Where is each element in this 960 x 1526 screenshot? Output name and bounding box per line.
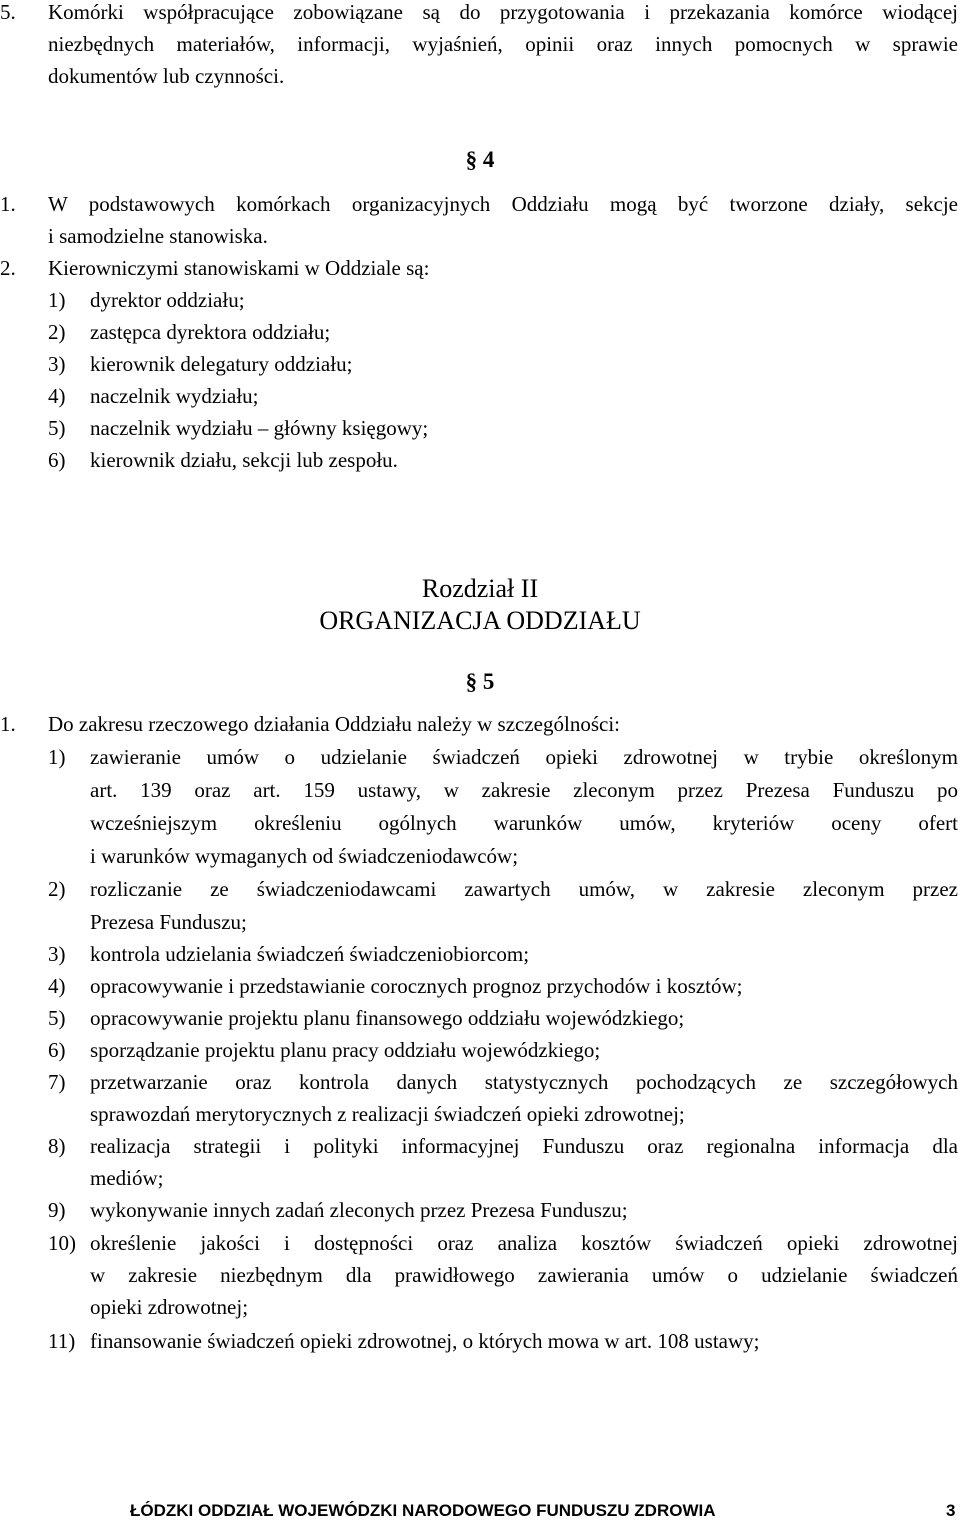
- list-item-number: 4): [48, 974, 66, 998]
- list-item-line: sprawozdań merytorycznych z realizacji świadczeń opieki zdrowotnej;: [90, 1102, 685, 1126]
- list-item-number: 10): [48, 1231, 76, 1255]
- item-number: 1.: [0, 712, 16, 736]
- list-item: naczelnik wydziału – główny księgowy;: [90, 416, 429, 440]
- paragraph-sign: § 5: [465, 669, 495, 694]
- list-item-number: 3): [48, 942, 66, 966]
- list-item-line: mediów;: [90, 1166, 164, 1190]
- list-item-number: 3): [48, 352, 66, 376]
- list-item-line: art. 139 oraz art. 159 ustawy, w zakresie zleconym przez Prezesa Funduszu po: [90, 778, 958, 802]
- list-item-number: 6): [48, 1038, 66, 1062]
- item-text-line: Kierowniczymi stanowiskami w Oddziale są:: [48, 256, 430, 280]
- list-item: zastępca dyrektora oddziału;: [90, 320, 331, 344]
- item-number: 5.: [0, 0, 16, 24]
- chapter-subtitle: ORGANIZACJA ODDZIAŁU: [319, 606, 641, 635]
- list-item-number: 5): [48, 1006, 66, 1030]
- list-item-number: 7): [48, 1070, 66, 1094]
- list-item-number: 8): [48, 1134, 66, 1158]
- list-item-line: rozliczanie ze świadczeniodawcami zawartych umów, w zakresie zleconym przez: [90, 877, 958, 901]
- list-item-line: wykonywanie innych zadań zleconych przez Prezesa Funduszu;: [90, 1198, 628, 1222]
- list-item: dyrektor oddziału;: [90, 288, 245, 312]
- list-item-number: 6): [48, 448, 66, 472]
- list-item-line: realizacja strategii i polityki informacyjnej Funduszu oraz regionalna informacja dla: [90, 1134, 958, 1158]
- list-item-number: 2): [48, 877, 66, 901]
- item-text-line: Do zakresu rzeczowego działania Oddziału należy w szczególności:: [48, 712, 620, 736]
- item-text-line: niezbędnych materiałów, informacji, wyjaśnień, opinii oraz innych pomocnych w sprawie: [48, 32, 958, 56]
- list-item-line: w zakresie niezbędnym dla prawidłowego zawierania umów o udzielanie świadczeń: [90, 1263, 958, 1287]
- list-item-number: 2): [48, 320, 66, 344]
- list-item-line: zawieranie umów o udzielanie świadczeń opieki zdrowotnej w trybie określonym: [90, 745, 958, 769]
- chapter-title: Rozdział II: [421, 574, 539, 603]
- item-text-line: dokumentów lub czynności.: [48, 64, 285, 88]
- list-item-number: 1): [48, 288, 66, 312]
- page-number: 3: [946, 1501, 956, 1520]
- item-number: 2.: [0, 256, 16, 280]
- paragraph-sign: § 4: [465, 147, 495, 172]
- footer-institution: ŁÓDZKI ODDZIAŁ WOJEWÓDZKI NARODOWEGO FUNDUSZU ZDROWIA: [130, 1501, 716, 1520]
- list-item: kierownik działu, sekcji lub zespołu.: [90, 448, 398, 472]
- list-item-line: Prezesa Funduszu;: [90, 910, 247, 934]
- list-item-line: określenie jakości i dostępności oraz analiza kosztów świadczeń opieki zdrowotnej: [90, 1231, 958, 1255]
- list-item: kierownik delegatury oddziału;: [90, 352, 353, 376]
- list-item-line: przetwarzanie oraz kontrola danych statystycznych pochodzących ze szczegółowych: [90, 1070, 958, 1094]
- list-item-line: opracowywanie i przedstawianie corocznych prognoz przychodów i kosztów;: [90, 974, 743, 998]
- list-item-line: i warunków wymaganych od świadczeniodawców;: [90, 844, 519, 868]
- item-text-line: W podstawowych komórkach organizacyjnych Oddziału mogą być tworzone działy, sekcje: [48, 192, 958, 216]
- item-text-line: Komórki współpracujące zobowiązane są do przygotowania i przekazania komórce wiodącej: [48, 0, 958, 24]
- list-item-line: kontrola udzielania świadczeń świadczeniobiorcom;: [90, 942, 530, 966]
- list-item-number: 9): [48, 1198, 66, 1222]
- list-item-line: opieki zdrowotnej;: [90, 1295, 249, 1319]
- list-item-number: 4): [48, 384, 66, 408]
- item-text-line: i samodzielne stanowiska.: [48, 224, 268, 248]
- list-item-number: 11): [48, 1329, 76, 1353]
- list-item-line: wcześniejszym określeniu ogólnych warunków umów, kryteriów oceny ofert: [90, 811, 958, 835]
- item-number: 1.: [0, 192, 16, 216]
- list-item-number: 5): [48, 416, 66, 440]
- list-item-number: 1): [48, 745, 66, 769]
- list-item-line: finansowanie świadczeń opieki zdrowotnej, o których mowa w art. 108 ustawy;: [90, 1329, 760, 1353]
- list-item-line: sporządzanie projektu planu pracy oddziału wojewódzkiego;: [90, 1038, 601, 1062]
- list-item-line: opracowywanie projektu planu finansowego oddziału wojewódzkiego;: [90, 1006, 685, 1030]
- list-item: naczelnik wydziału;: [90, 384, 259, 408]
